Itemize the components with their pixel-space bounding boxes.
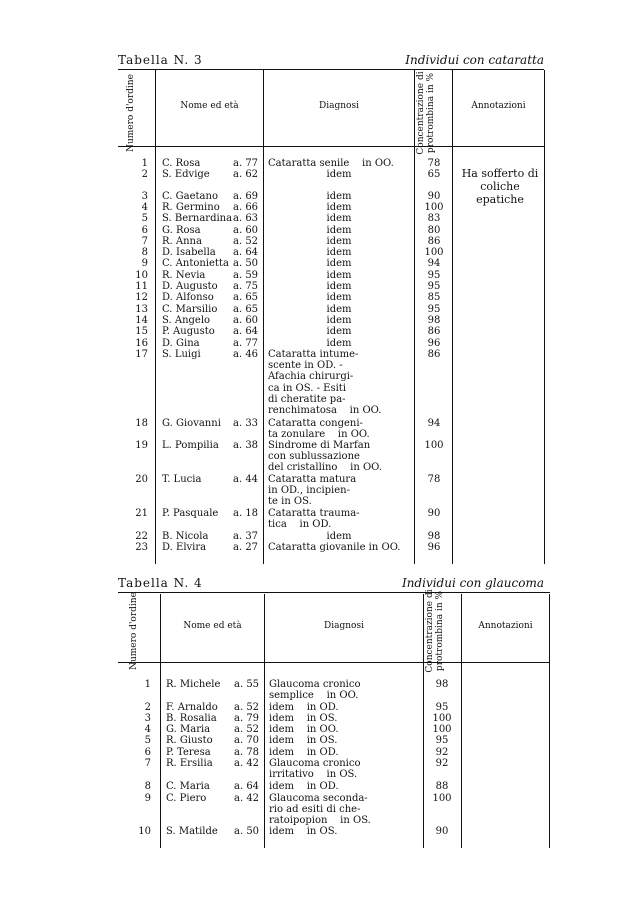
diagnosis-line: idem [326,225,352,236]
diagnosis-line: idem [326,169,352,180]
patient-age: a. 75 [233,281,259,292]
prothrombin-value: 94 [427,418,441,429]
patient-age: a. 78 [234,747,260,758]
patient-name: T. Lucia [162,474,202,485]
diagnosis-line: idem [326,315,352,326]
patient-name: C. Maria [166,781,210,792]
table4-header-nome: Nome ed età [183,621,242,631]
diagnosis-line: Glaucoma seconda- [269,793,368,804]
diagnosis-line: con sublussazione [268,451,360,463]
diagnosis-line: idem in OD. [269,747,339,758]
row-number: 2 [141,169,148,180]
diagnosis-line: idem [326,270,352,281]
prothrombin-value: 100 [432,793,452,804]
patient-age: a. 52 [234,724,260,735]
patient-name: D. Augusto [162,281,218,292]
diagnosis-line: Cataratta giovanile in OO. [268,542,401,553]
prothrombin-value: 92 [435,758,449,769]
prothrombin-value: 86 [427,236,441,247]
row-number: 17 [135,349,148,360]
prothrombin-value: 92 [435,747,449,758]
prothrombin-value: 98 [427,315,441,326]
patient-age: a. 42 [234,758,260,769]
row-number: 2 [144,702,151,713]
patient-name: L. Pompilia [162,440,219,451]
patient-name: G. Maria [166,724,211,735]
row-number: 20 [135,474,148,485]
row-number: 3 [141,191,148,202]
row-number: 4 [144,724,151,735]
patient-age: a. 62 [233,169,259,180]
patient-age: a. 33 [233,418,259,429]
diagnosis-line: idem [326,247,352,258]
diagnosis-line: tica in OD. [268,519,332,531]
row-number: 13 [135,304,148,315]
prothrombin-value: 86 [427,349,441,360]
prothrombin-value: 90 [427,508,441,519]
diagnosis-line: idem [326,202,352,213]
diagnosis-line: idem in OS. [269,713,338,724]
patient-name: F. Arnaldo [166,702,218,713]
prothrombin-value: 100 [424,202,444,213]
table3-col-divider [414,70,415,564]
table4-header-diagnosi: Diagnosi [324,621,364,631]
patient-age: a. 50 [233,258,259,269]
patient-name: R. Anna [162,236,202,247]
row-number: 12 [135,292,148,303]
patient-age: a. 64 [233,326,259,337]
row-number: 23 [135,542,148,553]
table3-header-nome: Nome ed età [180,101,239,111]
patient-age: a. 37 [233,531,259,542]
row-number: 1 [144,679,151,690]
prothrombin-value: 90 [427,191,441,202]
diagnosis-line: di cheratite pa- [268,393,346,405]
patient-name: S. Bernardina [162,213,233,224]
prothrombin-value: 95 [427,270,441,281]
table3-col-divider [452,70,453,564]
diagnosis-line: rio ad esiti di che- [269,804,361,816]
patient-name: R. Giusto [166,735,213,746]
diagnosis-line: idem in OD. [269,781,339,792]
table4-header-concentrazione: Concentrazione di protrombina in % [425,589,445,673]
table4-col-divider [549,594,550,848]
diagnosis-line: idem [326,531,352,542]
patient-name: G. Giovanni [162,418,221,429]
diagnosis-line: Sindrome di Marfan [268,440,371,451]
patient-age: a. 60 [233,315,259,326]
row-number: 5 [144,735,151,746]
table4-header-annotazioni: Annotazioni [478,621,533,631]
patient-age: a. 18 [233,508,259,519]
prothrombin-value: 78 [427,158,441,169]
patient-name: D. Elvira [162,542,207,553]
patient-age: a. 66 [233,202,259,213]
prothrombin-value: 95 [427,281,441,292]
patient-age: a. 27 [233,542,259,553]
prothrombin-value: 96 [427,542,441,553]
patient-name: C. Piero [166,793,207,804]
row-number: 16 [135,338,148,349]
patient-age: a. 59 [233,270,259,281]
table4-subtitle: Individui con glaucoma [401,576,544,590]
diagnosis-line: idem [326,338,352,349]
table3-header-numero: Numero d'ordine [126,74,136,152]
row-number: 10 [138,826,151,837]
table3-header-concentrazione: Concentrazione di protrombina in % [416,71,436,155]
table3-top-rule [118,69,544,70]
prothrombin-value: 98 [427,531,441,542]
patient-age: a. 65 [233,292,259,303]
diagnosis-line: idem [326,191,352,202]
row-number: 9 [144,793,151,804]
prothrombin-value: 85 [427,292,441,303]
prothrombin-value: 96 [427,338,441,349]
patient-name: S. Matilde [166,826,218,837]
diagnosis-line: Cataratta matura [268,474,357,485]
patient-name: S. Edvige [162,169,210,180]
patient-age: a. 79 [234,713,260,724]
prothrombin-value: 95 [435,702,449,713]
patient-name: B. Rosalia [166,713,217,724]
row-number: 1 [141,158,148,169]
table3-header-annotazioni: Annotazioni [471,101,526,111]
diagnosis-line: Cataratta senile in OO. [268,158,394,169]
row-number: 21 [135,508,148,519]
diagnosis-line: Glaucoma cronico [269,679,361,690]
patient-age: a. 63 [233,213,259,224]
table4-header-numero: Numero d'ordine [129,592,139,670]
diagnosis-line: te in OS. [268,496,312,508]
prothrombin-value: 80 [427,225,441,236]
row-number: 14 [135,315,148,326]
patient-name: D. Gina [162,338,200,349]
diagnosis-line: Cataratta trauma- [268,508,360,519]
prothrombin-value: 88 [435,781,449,792]
patient-name: C. Gaetano [162,191,218,202]
patient-age: a. 64 [234,781,260,792]
row-number: 4 [141,202,148,213]
diagnosis-line: idem [326,304,352,315]
patient-age: a. 69 [233,191,259,202]
table3-title: Tabella N. 3 [118,53,203,67]
row-number: 8 [144,781,151,792]
diagnosis-line: idem [326,326,352,337]
patient-name: D. Alfonso [162,292,214,303]
table3-header-rule [118,146,544,147]
diagnosis-line: Glaucoma cronico [269,758,361,769]
patient-age: a. 77 [233,158,259,169]
diagnosis-line: ratoipopion in OS. [269,815,371,827]
diagnosis-line: Cataratta congeni- [268,418,363,429]
diagnosis-line: ta zonulare in OO. [268,429,370,441]
prothrombin-value: 90 [435,826,449,837]
row-number: 22 [135,531,148,542]
patient-name: R. Michele [166,679,221,690]
patient-name: D. Isabella [162,247,216,258]
patient-age: a. 65 [233,304,259,315]
row-number: 11 [135,281,148,292]
prothrombin-value: 78 [427,474,441,485]
prothrombin-value: 95 [427,304,441,315]
table4-title: Tabella N. 4 [118,576,203,590]
prothrombin-value: 86 [427,326,441,337]
patient-age: a. 38 [233,440,259,451]
patient-age: a. 55 [234,679,260,690]
patient-age: a. 52 [233,236,259,247]
diagnosis-line: Cataratta intume- [268,349,359,360]
prothrombin-value: 83 [427,213,441,224]
diagnosis-line: del cristallino in OO. [268,462,382,474]
row-number: 3 [144,713,151,724]
diagnosis-line: idem in OS. [269,826,338,837]
patient-age: a. 44 [233,474,259,485]
row-number: 9 [141,258,148,269]
row-number: 8 [141,247,148,258]
patient-name: C. Marsilio [162,304,218,315]
row-number: 15 [135,326,148,337]
patient-name: R. Nevia [162,270,206,281]
row-number: 18 [135,418,148,429]
prothrombin-value: 94 [427,258,441,269]
row-number: 19 [135,440,148,451]
patient-name: S. Angelo [162,315,211,326]
patient-age: a. 77 [233,338,259,349]
row-number: 7 [144,758,151,769]
diagnosis-line: scente in OD. - [268,360,343,372]
patient-name: G. Rosa [162,225,201,236]
prothrombin-value: 100 [424,247,444,258]
patient-age: a. 64 [233,247,259,258]
row-number: 7 [141,236,148,247]
patient-name: C. Rosa [162,158,201,169]
row-number: 10 [135,270,148,281]
table4-top-rule [118,592,550,593]
diagnosis-line: idem [326,281,352,292]
table3-col-divider [155,70,156,564]
diagnosis-line: idem [326,236,352,247]
patient-name: P. Pasquale [162,508,219,519]
table3-col-divider [263,70,264,564]
patient-name: B. Nicola [162,531,209,542]
diagnosis-line: ca in OS. - Esiti [268,382,347,394]
prothrombin-value: 65 [427,169,441,180]
diagnosis-line: idem in OD. [269,702,339,713]
patient-age: a. 42 [234,793,260,804]
table3-subtitle: Individui con cataratta [405,53,544,67]
table3-header-diagnosi: Diagnosi [319,101,359,111]
prothrombin-value: 98 [435,679,449,690]
prothrombin-value: 100 [432,724,452,735]
table3-annotation: Ha sofferto di coliche epatiche [461,167,539,206]
row-number: 6 [144,747,151,758]
row-number: 5 [141,213,148,224]
patient-age: a. 52 [234,702,260,713]
diagnosis-line: idem [326,292,352,303]
table4-col-divider [264,594,265,848]
patient-name: S. Luigi [162,349,201,360]
patient-name: R. Germino [162,202,220,213]
diagnosis-line: in OD., incipien- [268,485,350,497]
row-number: 6 [141,225,148,236]
diagnosis-line: idem in OS. [269,735,338,746]
diagnosis-line: idem [326,213,352,224]
patient-name: P. Augusto [162,326,215,337]
prothrombin-value: 100 [432,713,452,724]
diagnosis-line: irritativo in OS. [269,769,358,781]
patient-age: a. 70 [234,735,260,746]
patient-name: C. Antonietta [162,258,229,269]
diagnosis-line: semplice in OO. [269,690,359,702]
diagnosis-line: Afachia chirurgi- [268,371,354,383]
diagnosis-line: renchimatosa in OO. [268,405,382,416]
diagnosis-line: idem [326,258,352,269]
patient-age: a. 50 [234,826,260,837]
table4-col-divider [461,594,462,848]
patient-age: a. 46 [233,349,259,360]
diagnosis-line: idem in OO. [269,724,339,735]
table4-col-divider [423,594,424,848]
patient-age: a. 60 [233,225,259,236]
table4-col-divider [160,594,161,848]
table3-col-divider [544,70,545,564]
prothrombin-value: 95 [435,735,449,746]
table4-header-rule [118,662,550,663]
prothrombin-value: 100 [424,440,444,451]
patient-name: P. Teresa [166,747,211,758]
patient-name: R. Ersilia [166,758,213,769]
